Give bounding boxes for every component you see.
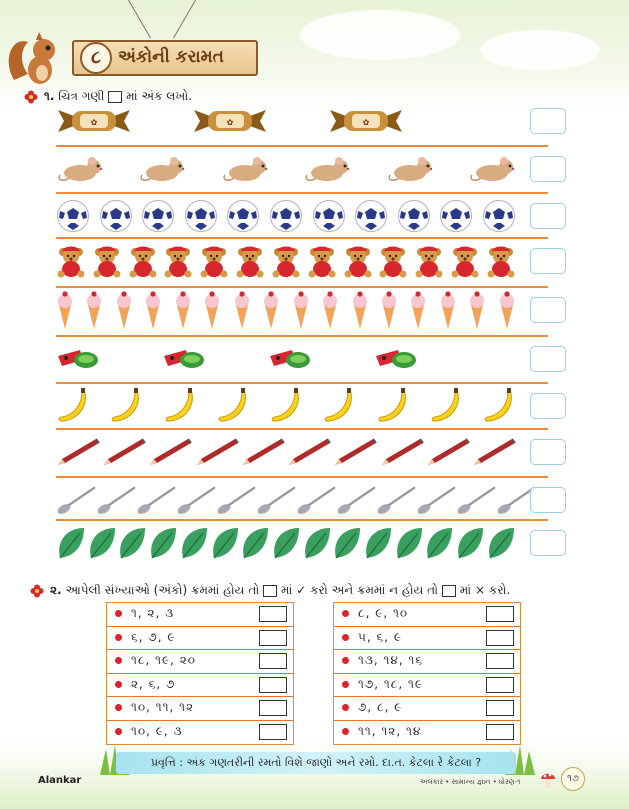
sequence-row — [107, 627, 293, 651]
football-icon — [99, 199, 133, 233]
spoon-icon — [296, 485, 336, 515]
sequence-answer-box[interactable] — [259, 630, 287, 646]
sequence-row — [334, 721, 520, 745]
pencil-icon — [333, 437, 377, 467]
teddy-bear-icon — [235, 244, 265, 278]
cross-mark-icon: × — [474, 583, 486, 597]
sequence-answer-box[interactable] — [486, 606, 514, 622]
sequence-answer-box[interactable] — [259, 653, 287, 669]
banana-icon — [322, 388, 356, 424]
candy-icon — [328, 106, 404, 136]
football-icon — [184, 199, 218, 233]
count-answer-box[interactable] — [530, 346, 566, 372]
pencil-icon — [195, 437, 239, 467]
cloud-decoration — [300, 10, 460, 60]
sequence-numbers: ૧, ૨, ૩ — [131, 606, 175, 620]
counting-row — [56, 241, 548, 281]
question-2-number: ૨. — [50, 583, 62, 597]
sequence-answer-box[interactable] — [486, 700, 514, 716]
svg-text:✿: ✿ — [90, 118, 98, 127]
counting-row — [56, 196, 548, 236]
mouse-icon — [303, 155, 351, 183]
sequence-numbers: ૧૮, ૧૯, ૨૦ — [131, 653, 196, 667]
row-divider — [56, 286, 548, 288]
sequence-numbers: ૧૦, ૧૧, ૧૨ — [131, 700, 195, 714]
leaf-icon — [363, 526, 393, 560]
sequence-row — [334, 650, 520, 674]
mouse-icon — [386, 155, 434, 183]
ice-cream-cone-icon — [321, 290, 339, 330]
bullet-dot-icon — [115, 728, 122, 735]
pencil-icon — [56, 437, 100, 467]
sequence-row — [107, 721, 293, 745]
chapter-title: અંકોની કરામત — [118, 47, 224, 67]
sequence-numbers: ૫, ૬, ૯ — [358, 629, 402, 644]
football-icon — [439, 199, 473, 233]
sequence-row — [107, 697, 293, 721]
ice-cream-cone-icon — [380, 290, 398, 330]
publisher-logo: Alankar — [38, 775, 82, 786]
leaf-icon — [240, 526, 270, 560]
pencil-icon — [426, 437, 470, 467]
count-answer-box[interactable] — [530, 203, 566, 229]
ice-cream-cone-icon — [439, 290, 457, 330]
banana-icon — [269, 388, 303, 424]
teddy-bear-icon — [128, 244, 158, 278]
pencil-icon — [472, 437, 516, 467]
cloud-decoration — [480, 30, 600, 70]
sequence-numbers: ૬, ૭, ૯ — [131, 629, 176, 644]
sequence-numbers: ૧૦, ૯, ૩ — [131, 723, 183, 738]
ice-cream-cone-icon — [203, 290, 221, 330]
ice-cream-cone-icon — [262, 290, 280, 330]
bullet-dot-icon — [342, 681, 349, 688]
sample-box-icon — [263, 585, 277, 597]
sequence-answer-box[interactable] — [259, 724, 287, 740]
check-mark-icon: ✓ — [296, 583, 307, 597]
leaf-icon — [148, 526, 178, 560]
pencil-icon — [241, 437, 285, 467]
leaf-icon — [56, 526, 86, 560]
bullet-dot-icon — [342, 704, 349, 711]
leaf-icon — [424, 526, 454, 560]
ice-cream-cone-icon — [85, 290, 103, 330]
sequence-answer-box[interactable] — [259, 677, 287, 693]
counting-row — [56, 290, 548, 330]
football-icon — [397, 199, 431, 233]
ice-cream-cone-icon — [233, 290, 251, 330]
spoon-icon — [376, 485, 416, 515]
row-divider — [56, 237, 548, 239]
banana-icon — [376, 388, 410, 424]
sequence-answer-box[interactable] — [486, 653, 514, 669]
teddy-bear-icon — [343, 244, 373, 278]
footer-series-text: અલંકાર • સામાન્ય જ્ઞાન • ધોરણ-૧ — [420, 778, 521, 786]
row-divider — [56, 476, 548, 478]
banana-icon — [56, 388, 90, 424]
row-divider — [56, 519, 548, 521]
row-divider — [56, 145, 548, 147]
football-icon — [56, 199, 90, 233]
squirrel-icon — [6, 30, 66, 90]
spoon-icon — [136, 485, 176, 515]
sequence-numbers: ૧૩, ૧૪, ૧૬ — [358, 653, 424, 667]
question-2-text-2: માં — [280, 583, 293, 597]
leaf-icon — [87, 526, 117, 560]
mouse-icon — [138, 155, 186, 183]
mouse-icon — [56, 155, 104, 183]
leaf-icon — [271, 526, 301, 560]
teddy-bear-icon — [56, 244, 86, 278]
sequence-panel-right — [333, 602, 521, 745]
bullet-dot-icon — [115, 681, 122, 688]
football-icon — [269, 199, 303, 233]
count-answer-box[interactable] — [530, 530, 566, 556]
football-icon — [226, 199, 260, 233]
bullet-dot-icon — [342, 657, 349, 664]
counting-row — [56, 386, 548, 426]
football-icon — [482, 199, 516, 233]
whistle-icon — [374, 348, 420, 370]
sequence-answer-box[interactable] — [259, 700, 287, 716]
bullet-dot-icon — [115, 610, 122, 617]
leaf-icon — [210, 526, 240, 560]
pencil-icon — [287, 437, 331, 467]
question-2-text-3: કરો અને ક્રમમાં ન હોય તો — [310, 583, 439, 597]
sequence-row — [334, 627, 520, 651]
teddy-bear-icon — [199, 244, 229, 278]
question-2-text-4: માં — [459, 583, 472, 597]
ice-cream-cone-icon — [498, 290, 516, 330]
football-icon — [354, 199, 388, 233]
ice-cream-cone-icon — [56, 290, 74, 330]
counting-row — [56, 523, 548, 563]
ice-cream-cone-icon — [409, 290, 427, 330]
spoon-icon — [56, 485, 96, 515]
teddy-bear-icon — [414, 244, 444, 278]
spoon-icon — [336, 485, 376, 515]
counting-row — [56, 339, 548, 379]
spoon-icon — [176, 485, 216, 515]
mushroom-icon — [540, 770, 556, 790]
sequence-numbers: ૮, ૯, ૧૦ — [358, 606, 409, 620]
count-answer-box[interactable] — [530, 156, 566, 182]
sequence-answer-box[interactable] — [259, 606, 287, 622]
sequence-answer-box[interactable] — [486, 677, 514, 693]
whistle-icon — [268, 348, 314, 370]
sequence-numbers: ૨, ૬, ૭ — [131, 676, 176, 691]
sequence-numbers: ૧૭, ૧૮, ૧૯ — [358, 676, 423, 691]
leaf-icon — [179, 526, 209, 560]
bullet-dot-icon — [115, 657, 122, 664]
leaf-icon — [302, 526, 332, 560]
football-icon — [312, 199, 346, 233]
bullet-dot-icon — [342, 728, 349, 735]
spoon-icon — [216, 485, 256, 515]
leaf-icon — [332, 526, 362, 560]
counting-row — [56, 149, 548, 189]
pencil-icon — [148, 437, 192, 467]
sequence-row — [107, 603, 293, 627]
count-answer-box[interactable] — [530, 297, 566, 323]
question-1-number: ૧. — [44, 89, 55, 103]
bullet-dot-icon — [115, 704, 122, 711]
count-answer-box[interactable] — [530, 487, 566, 513]
question-1-text-after: માં અંક લખો. — [126, 89, 193, 103]
sequence-row — [334, 674, 520, 698]
whistle-icon — [56, 348, 102, 370]
counting-row — [56, 432, 548, 472]
teddy-bear-icon — [486, 244, 516, 278]
sequence-answer-box[interactable] — [486, 630, 514, 646]
sample-box-icon — [442, 585, 456, 597]
count-answer-box[interactable] — [530, 248, 566, 274]
teddy-bear-icon — [307, 244, 337, 278]
page-number: ૧૭ — [561, 767, 585, 791]
count-answer-box[interactable] — [530, 439, 566, 465]
row-divider — [56, 428, 548, 430]
spoon-icon — [96, 485, 136, 515]
activity-banner: પ્રવૃત્તિ : અંક ગણતરીની રમતો વિશે જાણો અને રમો. દા.ત. કેટલા રે કેટલા ? — [116, 752, 516, 774]
banana-icon — [429, 388, 463, 424]
ice-cream-cone-icon — [351, 290, 369, 330]
ice-cream-cone-icon — [174, 290, 192, 330]
leaf-icon — [117, 526, 147, 560]
banana-icon — [109, 388, 143, 424]
question-2-text-1: આપેલી સંખ્યાઓ (અંકો) ક્રમમાં હોય તો — [65, 583, 260, 597]
row-divider — [56, 335, 548, 337]
pencil-icon — [380, 437, 424, 467]
banana-icon — [216, 388, 250, 424]
teddy-bear-icon — [450, 244, 480, 278]
banana-icon — [482, 388, 516, 424]
banana-icon — [163, 388, 197, 424]
svg-text:✿: ✿ — [362, 118, 370, 127]
spoon-icon — [256, 485, 296, 515]
sequence-numbers: ૧૧, ૧૨, ૧૪ — [358, 723, 422, 738]
candy-icon — [56, 106, 132, 136]
flower-bullet-icon — [24, 90, 38, 104]
ice-cream-cone-icon — [144, 290, 162, 330]
ice-cream-cone-icon — [115, 290, 133, 330]
pencil-icon — [102, 437, 146, 467]
teddy-bear-icon — [378, 244, 408, 278]
count-answer-box[interactable] — [530, 108, 566, 134]
leaf-icon — [486, 526, 516, 560]
spoon-icon — [416, 485, 456, 515]
chapter-number: ૮ — [80, 42, 112, 74]
sequence-row — [107, 650, 293, 674]
bullet-dot-icon — [342, 634, 349, 641]
leaf-icon — [394, 526, 424, 560]
question-2-instruction — [50, 583, 510, 598]
counting-row — [56, 101, 548, 141]
football-icon — [141, 199, 175, 233]
bullet-dot-icon — [342, 610, 349, 617]
sequence-numbers: ૭, ૮, ૯ — [358, 700, 403, 714]
bullet-dot-icon — [115, 634, 122, 641]
flower-bullet-icon — [30, 584, 44, 598]
spoon-icon — [456, 485, 496, 515]
question-1-text-before: ચિત્ર ગણી — [58, 89, 105, 103]
sequence-answer-box[interactable] — [486, 724, 514, 740]
question-2-text-5: કરો. — [488, 583, 511, 597]
row-divider — [56, 192, 548, 194]
sequence-row — [107, 674, 293, 698]
whistle-icon — [162, 348, 208, 370]
teddy-bear-icon — [92, 244, 122, 278]
candy-icon — [192, 106, 268, 136]
ice-cream-cone-icon — [468, 290, 486, 330]
row-divider — [56, 382, 548, 384]
count-answer-box[interactable] — [530, 393, 566, 419]
sequence-row — [334, 603, 520, 627]
sequence-panel-left — [106, 602, 294, 745]
counting-row — [56, 480, 548, 520]
teddy-bear-icon — [271, 244, 301, 278]
leaf-icon — [455, 526, 485, 560]
ice-cream-cone-icon — [292, 290, 310, 330]
sequence-row — [334, 697, 520, 721]
svg-text:✿: ✿ — [226, 118, 234, 127]
mouse-icon — [221, 155, 269, 183]
mouse-icon — [468, 155, 516, 183]
teddy-bear-icon — [163, 244, 193, 278]
